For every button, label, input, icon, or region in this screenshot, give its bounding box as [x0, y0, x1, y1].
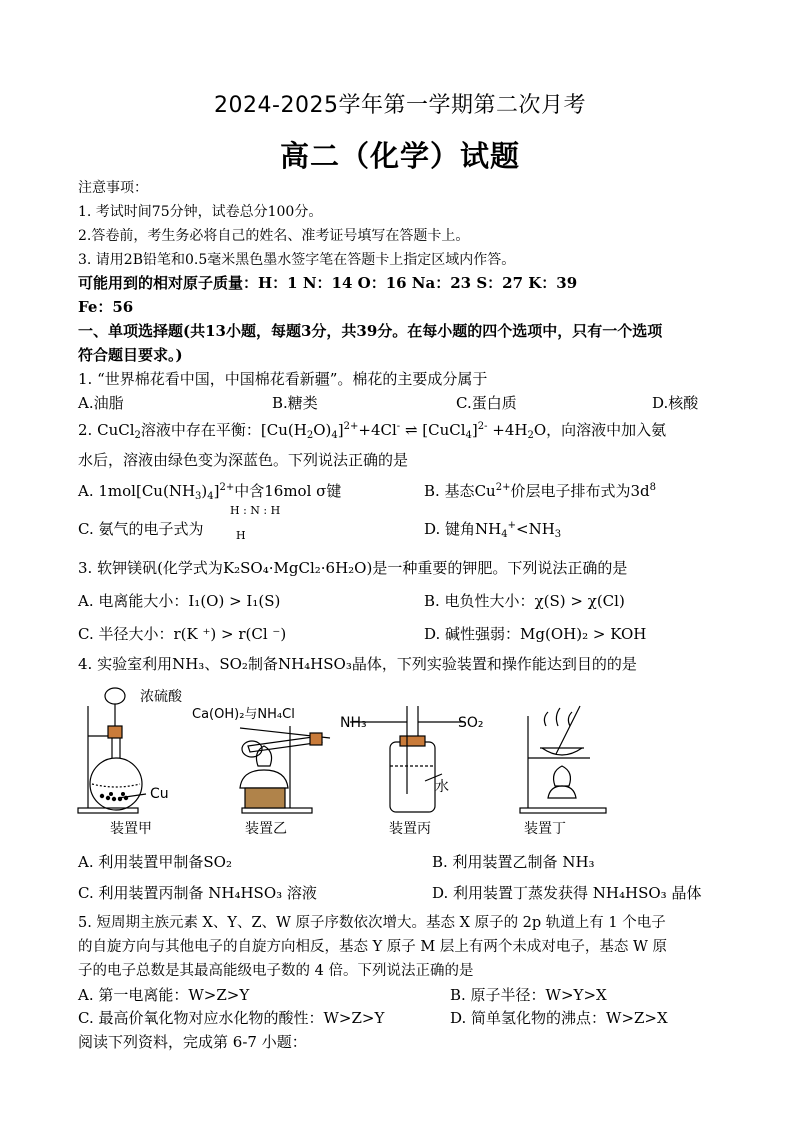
atomic-masses-line2: Fe：56 [78, 298, 134, 316]
apparatus-figure [70, 686, 730, 836]
q5-option-a: A. 第一电离能：W>Z>Y [78, 986, 250, 1004]
q2-option-d: D. 键角$NH_4^+<NH_3$ [424, 520, 562, 540]
label-so2: SO₂ [458, 715, 484, 731]
reading-instruction: 阅读下列资料，完成第 6-7 小题： [78, 1033, 307, 1051]
q3-option-b: B. 电负性大小：χ(S) > χ(Cl) [424, 592, 625, 610]
q2-option-c: C. 氨气的电子式为 [78, 520, 204, 538]
q1-option-d: D.核酸 [652, 394, 699, 412]
q5-option-c: C. 最高价氧化物对应水化物的酸性：W>Z>Y [78, 1009, 385, 1027]
q5-stem-cont2: 子的电子总数是其最高能级电子数的 4 倍。下列说法正确的是 [78, 963, 474, 979]
note-2: 2.答卷前，考生务必将自己的姓名、准考证号填写在答题卡上。 [78, 228, 470, 244]
q1-option-a: A.油脂 [78, 394, 124, 412]
q2-option-a: A. $1mol[Cu(NH_3)_4]^{2+}$中含16mol σ键 [78, 482, 342, 502]
caption-jia: 装置甲 [110, 821, 152, 837]
apparatus-jia [78, 688, 146, 813]
exam-title: 2024-2025学年第一学期第二次月考 [214, 93, 586, 118]
q4-option-a: A. 利用装置甲制备SO₂ [78, 853, 232, 871]
q2-electron-h: H [236, 529, 246, 542]
label-reagents: Ca(OH)₂与NH₄Cl [192, 707, 295, 722]
label-nh3: NH₃ [340, 715, 367, 731]
q2-stem-cont: 水后，溶液由绿色变为深蓝色。下列说法正确的是 [78, 451, 409, 469]
q1-stem: 1. “世界棉花看中国，中国棉花看新疆”。棉花的主要成分属于 [78, 370, 488, 388]
q5-stem-cont: 的自旋方向与其他电子的自旋方向相反，基态 Y 原子 M 层上有两个未成对电子，基态 W 原 [78, 939, 667, 955]
label-cu: Cu [150, 786, 169, 802]
q3-option-c: C. 半径大小：r(K ⁺) > r(Cl ⁻) [78, 625, 287, 643]
apparatus-bing [350, 706, 465, 812]
q2-stem: 2. CuCl$_2$溶液中存在平衡：$[Cu(H_2O)_4]^{2+}+4Cl^-$ ⇌ [CuCl$_4$]$^{2-}$ $+4H_2O$，向溶液中加入氨 [78, 421, 667, 441]
q5-stem: 5. 短周期主族元素 X、Y、Z、W 原子序数依次增大。基态 X 原子的 2p 轨道上有 1 个电子 [78, 915, 666, 931]
q3-option-d: D. 碱性强弱：Mg(OH)₂ > KOH [424, 625, 647, 643]
caption-bing: 装置丙 [389, 821, 431, 837]
q4-stem: 4. 实验室利用NH₃、SO₂制备NH₄HSO₃晶体，下列实验装置和操作能达到目的的是 [78, 655, 637, 673]
note-3: 3. 请用2B铅笔和0.5毫米黑色墨水签字笔在答题卡上指定区域内作答。 [78, 252, 516, 268]
caption-yi: 装置乙 [245, 821, 287, 837]
q4-option-c: C. 利用装置丙制备 NH₄HSO₃ 溶液 [78, 884, 317, 902]
q2-electron-dots: H : N : H [230, 504, 281, 517]
atomic-masses-line: 可能用到的相对原子质量：H：1 N：14 O：16 Na：23 S：27 K：39 [78, 274, 578, 292]
q4-option-b: B. 利用装置乙制备 NH₃ [432, 853, 595, 871]
section-heading-cont: 符合题目要求。) [78, 346, 183, 364]
label-water: 水 [435, 779, 449, 795]
q5-option-b: B. 原子半径：W>Y>X [450, 986, 607, 1004]
q4-option-d: D. 利用装置丁蒸发获得 NH₄HSO₃ 晶体 [432, 884, 702, 902]
apparatus-yi [240, 726, 330, 813]
label-conc-sulfuric-acid: 浓硫酸 [140, 689, 182, 705]
q3-stem: 3. 软钾镁矾(化学式为K₂SO₄·MgCl₂·6H₂O)是一种重要的钾肥。下列说法正确的是 [78, 559, 628, 577]
note-1: 1. 考试时间75分钟，试卷总分100分。 [78, 204, 323, 220]
q2-option-b: B. 基态$Cu^{2+}$价层电子排布式为$3d^8$ [424, 482, 656, 500]
section-heading: 一、单项选择题(共13小题，每题3分，共39分。在每小题的四个选项中，只有一个选项 [78, 322, 663, 340]
q1-option-b: B.糖类 [272, 394, 318, 412]
q5-option-d: D. 简单氢化物的沸点：W>Z>X [450, 1009, 668, 1027]
q3-option-a: A. 电离能大小：I₁(O) > I₁(S) [78, 592, 281, 610]
notes-heading: 注意事项： [78, 180, 148, 196]
subject-title: 高二（化学）试题 [279, 139, 520, 173]
caption-ding: 装置丁 [524, 821, 566, 837]
q1-option-c: C.蛋白质 [456, 394, 517, 412]
apparatus-ding [520, 706, 606, 813]
